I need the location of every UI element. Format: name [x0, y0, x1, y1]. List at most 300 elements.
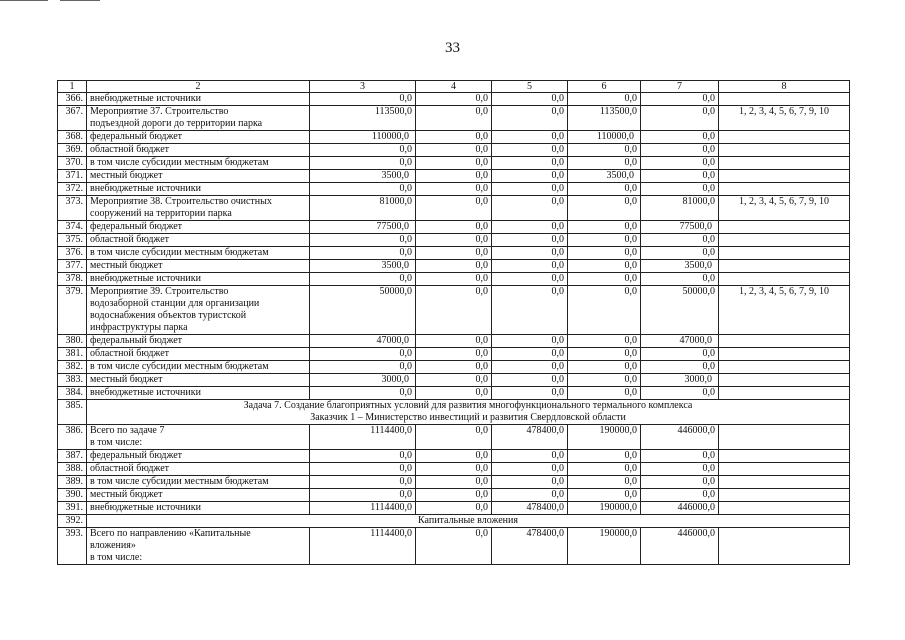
value-text: 3500,0	[606, 170, 634, 181]
row-number-cell: 393.	[58, 528, 87, 565]
description-line: внебюджетные источники	[90, 273, 201, 284]
value-cell	[492, 387, 568, 400]
row-number-cell: 371.	[58, 170, 87, 183]
row-number-cell: 384.	[58, 387, 87, 400]
footnote-mark	[409, 374, 412, 377]
description-cell	[87, 157, 310, 170]
value-cell	[492, 476, 568, 489]
row-number-cell: 370.	[58, 157, 87, 170]
value-text: 0,0	[624, 361, 637, 372]
value-cell	[310, 476, 416, 489]
value-text: 0,0	[475, 93, 488, 104]
footnote-mark	[409, 131, 412, 134]
value-cell	[416, 157, 492, 170]
description-line: в том числе:	[90, 552, 143, 563]
row-number-cell: 367.	[58, 106, 87, 131]
description-line: вложения»	[90, 540, 136, 551]
value-cell	[568, 335, 641, 348]
value-cell	[310, 106, 416, 131]
value-cell	[492, 348, 568, 361]
value-text: 0,0	[551, 450, 564, 461]
value-text: 0,0	[399, 183, 412, 194]
value-cell	[641, 374, 719, 387]
table-row	[58, 260, 850, 273]
value-cell	[641, 361, 719, 374]
value-cell	[568, 170, 641, 183]
value-text: 0,0	[702, 247, 715, 258]
value-cell	[492, 93, 568, 106]
table-row	[58, 335, 850, 348]
value-cell	[568, 463, 641, 476]
value-text: 0,0	[624, 221, 637, 232]
value-text: 0,0	[475, 106, 488, 117]
value-cell	[641, 234, 719, 247]
value-text: 0,0	[624, 247, 637, 258]
description-cell	[87, 476, 310, 489]
value-text: 0,0	[624, 183, 637, 194]
row-number-cell: 376.	[58, 247, 87, 260]
row-number-cell: 373.	[58, 196, 87, 221]
value-text: 0,0	[624, 489, 637, 500]
value-text: 0,0	[551, 234, 564, 245]
target-indicators-cell	[719, 144, 850, 157]
description-line: Всего по направлению «Капитальные	[90, 528, 251, 539]
row-number-cell: 390.	[58, 489, 87, 502]
target-indicators-cell	[719, 476, 850, 489]
value-cell	[416, 476, 492, 489]
value-cell	[568, 476, 641, 489]
value-cell	[416, 221, 492, 234]
target-indicators-cell	[719, 450, 850, 463]
value-text: 0,0	[551, 348, 564, 359]
value-cell	[310, 221, 416, 234]
footnote-mark	[409, 221, 412, 224]
value-cell	[416, 348, 492, 361]
description-line: в том числе субсидии местным бюджетам	[90, 157, 269, 168]
description-cell	[87, 425, 310, 450]
target-indicators-cell	[719, 273, 850, 286]
description-cell	[87, 170, 310, 183]
value-cell	[310, 196, 416, 221]
value-text: 0,0	[624, 196, 637, 207]
value-cell	[310, 247, 416, 260]
row-number-cell: 386.	[58, 425, 87, 450]
value-cell	[416, 463, 492, 476]
description-cell	[87, 183, 310, 196]
value-cell	[641, 131, 719, 144]
footnote-mark	[409, 335, 412, 338]
footnote-mark	[409, 170, 412, 173]
value-cell	[641, 170, 719, 183]
target-indicators-cell	[719, 374, 850, 387]
value-text: 0,0	[702, 361, 715, 372]
table-row	[58, 387, 850, 400]
value-text: 110000,0	[371, 131, 409, 142]
budget-table	[57, 80, 850, 565]
table-row	[58, 348, 850, 361]
value-cell	[310, 260, 416, 273]
value-text: 0,0	[551, 170, 564, 181]
table-row	[58, 144, 850, 157]
description-cell	[87, 106, 310, 131]
value-text: 0,0	[702, 93, 715, 104]
row-number-cell: 378.	[58, 273, 87, 286]
description-line: местный бюджет	[90, 374, 163, 385]
footnote-mark	[634, 170, 637, 173]
row-number-cell: 383.	[58, 374, 87, 387]
value-text: 0,0	[624, 374, 637, 385]
value-text: 0,0	[551, 183, 564, 194]
description-line: внебюджетные источники	[90, 183, 201, 194]
description-line: федеральный бюджет	[90, 221, 183, 232]
value-cell	[641, 273, 719, 286]
description-cell	[87, 247, 310, 260]
target-indicators-cell	[719, 502, 850, 515]
value-text: 478400,0	[526, 528, 564, 539]
value-cell	[641, 196, 719, 221]
section-heading-cell	[87, 400, 850, 425]
row-number-cell: 392.	[58, 515, 87, 528]
value-text: 0,0	[399, 476, 412, 487]
value-text: 0,0	[399, 361, 412, 372]
description-cell	[87, 450, 310, 463]
description-cell	[87, 361, 310, 374]
table-row	[58, 450, 850, 463]
value-cell	[492, 106, 568, 131]
description-line: областной бюджет	[90, 348, 170, 359]
value-text: 0,0	[702, 157, 715, 168]
description-line: в том числе субсидии местным бюджетам	[90, 476, 269, 487]
target-indicators-cell	[719, 221, 850, 234]
value-text: 1114400,0	[370, 528, 412, 539]
value-text: 446000,0	[677, 502, 715, 513]
value-text: 0,0	[475, 170, 488, 181]
value-cell	[568, 502, 641, 515]
value-cell	[310, 183, 416, 196]
value-cell	[641, 157, 719, 170]
description-line: Мероприятие 39. Строительство	[90, 286, 229, 297]
value-text: 0,0	[624, 463, 637, 474]
value-cell	[492, 463, 568, 476]
scan-edge-line	[0, 0, 48, 1]
row-number-cell: 382.	[58, 361, 87, 374]
description-cell	[87, 335, 310, 348]
description-cell	[87, 234, 310, 247]
value-text: 3000,0	[684, 374, 712, 385]
value-text: 0,0	[399, 247, 412, 258]
value-text: 0,0	[624, 348, 637, 359]
value-cell	[416, 144, 492, 157]
value-text: 0,0	[624, 157, 637, 168]
row-number-cell: 368.	[58, 131, 87, 144]
value-cell	[416, 196, 492, 221]
column-header: 7	[641, 81, 719, 93]
value-cell	[492, 374, 568, 387]
value-cell	[416, 106, 492, 131]
table-row	[58, 273, 850, 286]
table-row	[58, 221, 850, 234]
target-indicators-cell	[719, 260, 850, 273]
value-text: 47000,0	[679, 335, 712, 346]
value-text: 0,0	[702, 387, 715, 398]
value-cell	[492, 335, 568, 348]
column-header: 8	[719, 81, 850, 93]
row-number-cell: 387.	[58, 450, 87, 463]
table-row	[58, 374, 850, 387]
value-text: 0,0	[702, 170, 715, 181]
value-cell	[492, 260, 568, 273]
value-text: 0,0	[702, 106, 715, 117]
value-cell	[310, 131, 416, 144]
value-text: 0,0	[551, 144, 564, 155]
value-text: 0,0	[624, 93, 637, 104]
value-cell	[568, 387, 641, 400]
description-line: местный бюджет	[90, 260, 163, 271]
target-indicators-cell	[719, 157, 850, 170]
value-text: 0,0	[551, 286, 564, 297]
value-text: 3500,0	[684, 260, 712, 271]
value-cell	[416, 502, 492, 515]
description-cell	[87, 196, 310, 221]
value-text: 0,0	[475, 131, 488, 142]
value-cell	[641, 387, 719, 400]
value-cell	[310, 528, 416, 565]
value-text: 0,0	[551, 157, 564, 168]
description-line: областной бюджет	[90, 463, 170, 474]
value-cell	[492, 234, 568, 247]
value-cell	[416, 425, 492, 450]
description-line: федеральный бюджет	[90, 450, 183, 461]
description-line: водоснабжения объектов туристской	[90, 310, 247, 321]
value-text: 0,0	[475, 502, 488, 513]
value-cell	[568, 450, 641, 463]
value-text: 478400,0	[526, 502, 564, 513]
value-text: 77500,0	[376, 221, 409, 232]
value-cell	[416, 489, 492, 502]
value-cell	[416, 234, 492, 247]
target-indicators-cell	[719, 335, 850, 348]
description-cell	[87, 260, 310, 273]
value-cell	[310, 144, 416, 157]
description-cell	[87, 144, 310, 157]
row-number-cell: 388.	[58, 463, 87, 476]
value-text: 0,0	[475, 528, 488, 539]
value-cell	[492, 196, 568, 221]
description-line: инфраструктуры парка	[90, 322, 188, 333]
value-cell	[641, 476, 719, 489]
description-cell	[87, 387, 310, 400]
value-cell	[492, 450, 568, 463]
value-cell	[416, 528, 492, 565]
value-text: 0,0	[399, 489, 412, 500]
column-header: 3	[310, 81, 416, 93]
value-cell	[641, 502, 719, 515]
value-cell	[310, 348, 416, 361]
target-indicators-cell	[719, 425, 850, 450]
value-cell	[492, 144, 568, 157]
target-indicators-cell: 1, 2, 3, 4, 5, 6, 7, 9, 10	[719, 196, 850, 221]
value-text: 0,0	[475, 335, 488, 346]
column-header: 2	[87, 81, 310, 93]
value-cell	[310, 170, 416, 183]
value-text: 0,0	[551, 387, 564, 398]
description-line: в том числе субсидии местным бюджетам	[90, 361, 269, 372]
page-number: 33	[445, 40, 460, 56]
value-text: 446000,0	[677, 425, 715, 436]
value-text: 0,0	[475, 157, 488, 168]
value-text: 0,0	[475, 273, 488, 284]
value-cell	[568, 221, 641, 234]
value-cell	[416, 170, 492, 183]
table-row	[58, 425, 850, 450]
value-text: 0,0	[399, 463, 412, 474]
value-text: 81000,0	[682, 196, 715, 207]
table-row	[58, 234, 850, 247]
value-cell	[568, 247, 641, 260]
description-line: сооружений на территории парка	[90, 208, 232, 219]
value-text: 0,0	[551, 335, 564, 346]
value-text: 3500,0	[381, 260, 409, 271]
value-text: 0,0	[475, 144, 488, 155]
scan-edge-line	[60, 0, 100, 1]
value-text: 0,0	[702, 489, 715, 500]
section-heading-line: Капитальные вложения	[418, 515, 518, 526]
table-row	[58, 463, 850, 476]
description-line: местный бюджет	[90, 489, 163, 500]
value-cell	[310, 374, 416, 387]
value-text: 0,0	[551, 361, 564, 372]
footnote-mark	[712, 335, 715, 338]
value-cell	[416, 183, 492, 196]
value-text: 113500,0	[599, 106, 637, 117]
value-cell	[416, 374, 492, 387]
value-cell	[568, 131, 641, 144]
value-text: 50000,0	[379, 286, 412, 297]
description-line: внебюджетные источники	[90, 387, 201, 398]
value-text: 190000,0	[599, 425, 637, 436]
row-number-cell: 389.	[58, 476, 87, 489]
value-text: 0,0	[551, 273, 564, 284]
value-cell	[492, 425, 568, 450]
value-text: 0,0	[475, 374, 488, 385]
value-text: 0,0	[399, 93, 412, 104]
value-cell	[641, 348, 719, 361]
table-row	[58, 93, 850, 106]
value-text: 0,0	[624, 387, 637, 398]
footnote-mark	[712, 374, 715, 377]
value-cell	[416, 335, 492, 348]
value-cell	[641, 106, 719, 131]
value-text: 0,0	[551, 489, 564, 500]
value-text: 0,0	[624, 260, 637, 271]
value-cell	[416, 450, 492, 463]
value-cell	[568, 144, 641, 157]
table-row	[58, 286, 850, 335]
target-indicators-cell	[719, 387, 850, 400]
value-text: 0,0	[702, 183, 715, 194]
description-cell	[87, 286, 310, 335]
table-row	[58, 361, 850, 374]
target-indicators-cell	[719, 528, 850, 565]
description-line: в том числе:	[90, 437, 143, 448]
value-text: 0,0	[624, 286, 637, 297]
description-cell	[87, 273, 310, 286]
value-cell	[492, 489, 568, 502]
value-cell	[310, 387, 416, 400]
description-line: Всего по задаче 7	[90, 425, 165, 436]
description-cell	[87, 348, 310, 361]
value-text: 0,0	[551, 106, 564, 117]
value-text: 0,0	[702, 144, 715, 155]
value-cell	[568, 106, 641, 131]
footnote-mark	[409, 260, 412, 263]
value-cell	[641, 93, 719, 106]
value-text: 478400,0	[526, 425, 564, 436]
target-indicators-cell	[719, 247, 850, 260]
description-line: Мероприятие 38. Строительство очистных	[90, 196, 272, 207]
value-text: 0,0	[399, 387, 412, 398]
value-cell	[310, 463, 416, 476]
description-cell	[87, 528, 310, 565]
column-header: 4	[416, 81, 492, 93]
row-number-cell: 372.	[58, 183, 87, 196]
value-text: 3000,0	[381, 374, 409, 385]
value-cell	[492, 131, 568, 144]
value-text: 0,0	[475, 387, 488, 398]
description-cell	[87, 221, 310, 234]
value-cell	[568, 528, 641, 565]
table-row	[58, 528, 850, 565]
value-cell	[492, 170, 568, 183]
row-number-cell: 379.	[58, 286, 87, 335]
value-text: 0,0	[624, 144, 637, 155]
row-number-cell: 391.	[58, 502, 87, 515]
value-cell	[641, 247, 719, 260]
description-line: внебюджетные источники	[90, 93, 201, 104]
value-text: 0,0	[475, 348, 488, 359]
row-number-cell: 374.	[58, 221, 87, 234]
row-number-cell: 381.	[58, 348, 87, 361]
value-text: 0,0	[399, 144, 412, 155]
value-text: 190000,0	[599, 528, 637, 539]
value-cell	[641, 425, 719, 450]
value-text: 0,0	[475, 361, 488, 372]
value-cell	[492, 183, 568, 196]
description-cell	[87, 374, 310, 387]
target-indicators-cell	[719, 361, 850, 374]
value-cell	[492, 273, 568, 286]
value-text: 0,0	[702, 463, 715, 474]
value-text: 0,0	[399, 273, 412, 284]
value-text: 110000,0	[596, 131, 634, 142]
value-text: 0,0	[551, 260, 564, 271]
description-cell	[87, 502, 310, 515]
value-cell	[641, 221, 719, 234]
description-line: местный бюджет	[90, 170, 163, 181]
table-row	[58, 515, 850, 528]
table-row	[58, 196, 850, 221]
value-text: 0,0	[702, 273, 715, 284]
value-text: 0,0	[475, 221, 488, 232]
row-number-cell: 366.	[58, 93, 87, 106]
value-text: 0,0	[624, 273, 637, 284]
column-header: 1	[58, 81, 87, 93]
value-cell	[641, 260, 719, 273]
table-row	[58, 489, 850, 502]
value-cell	[310, 234, 416, 247]
value-cell	[492, 361, 568, 374]
value-cell	[416, 286, 492, 335]
